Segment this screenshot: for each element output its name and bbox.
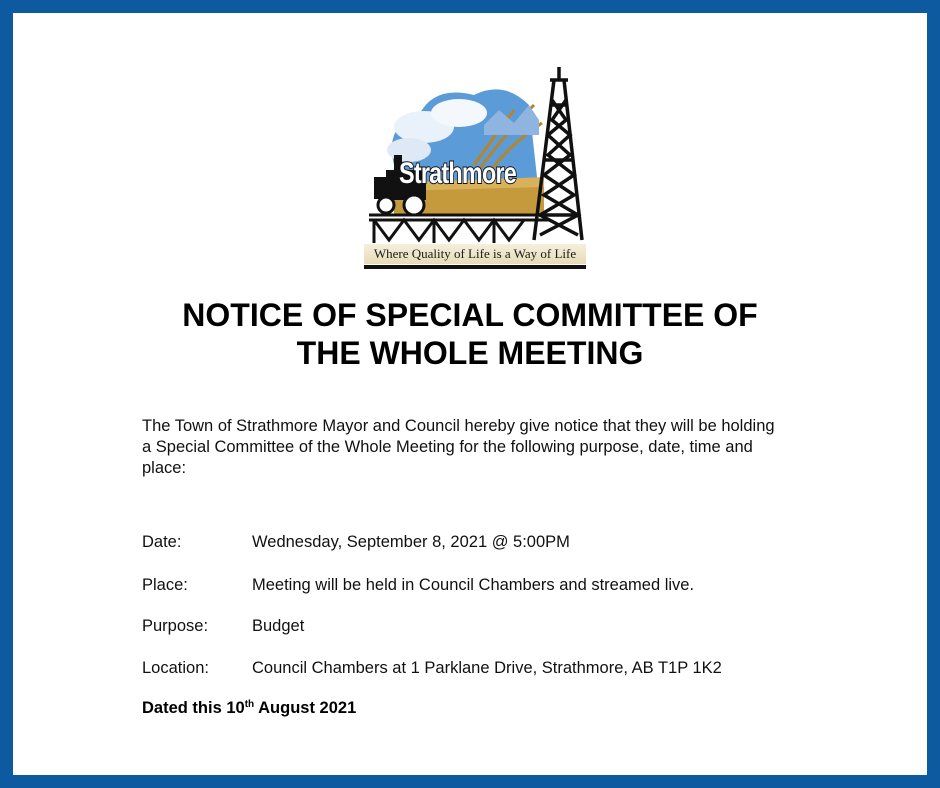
detail-value: Meeting will be held in Council Chambers and streamed live.: [252, 576, 695, 594]
logo-wordmark: Strathmore: [399, 157, 517, 190]
dated-ordinal: th: [244, 699, 255, 710]
dated-line: [142, 699, 356, 718]
detail-row-place: [142, 576, 694, 595]
detail-value: Budget: [252, 617, 305, 635]
strathmore-logo: [364, 65, 586, 277]
dated-prefix: Dated this 10: [142, 699, 245, 717]
detail-label: Location:: [142, 659, 209, 677]
dated-rest: August 2021: [254, 699, 357, 717]
detail-label: Place:: [142, 576, 188, 594]
detail-label: Date:: [142, 533, 182, 551]
logo-tagline: Where Quality of Life is a Way of Life: [364, 244, 586, 264]
detail-value: Council Chambers at 1 Parklane Drive, Strathmore, AB T1P 1K2: [252, 659, 722, 677]
detail-row-date: [142, 533, 570, 552]
detail-value: Wednesday, September 8, 2021 @ 5:00PM: [252, 533, 570, 551]
title-line-1: NOTICE OF SPECIAL COMMITTEE OF: [182, 297, 758, 333]
notice-page: [13, 13, 927, 775]
intro-paragraph: The Town of Strathmore Mayor and Council hereby give notice that they will be holding a Special Committee of the Whole Meeting for the following purpose, date, time and place:: [142, 417, 775, 477]
title-line-2: THE WHOLE MEETING: [296, 335, 644, 371]
detail-label: Purpose:: [142, 617, 209, 635]
detail-row-location: [142, 659, 722, 678]
notice-title: [13, 296, 927, 372]
detail-row-purpose: [142, 617, 304, 636]
